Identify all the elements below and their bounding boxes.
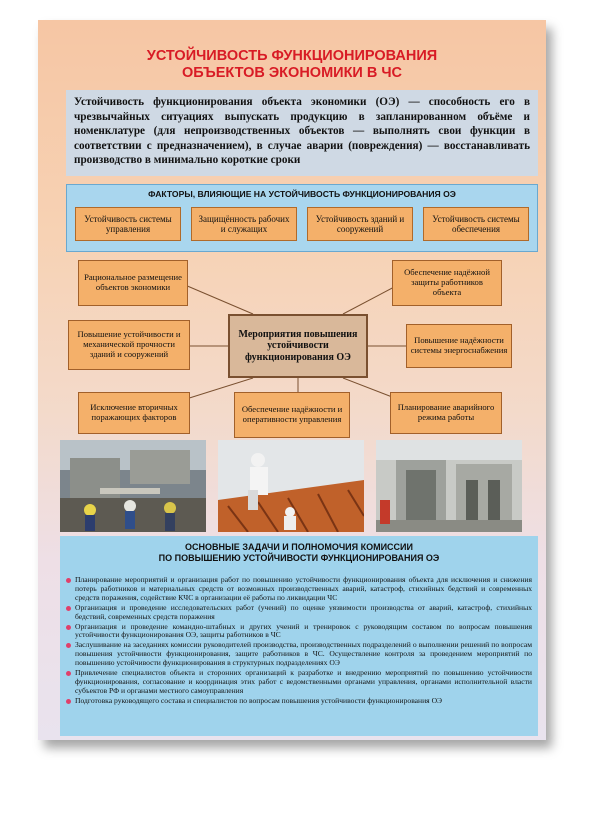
- bullet-icon: [66, 643, 71, 648]
- bullet-icon: [66, 671, 71, 676]
- photo-rooftop-rescue: [218, 440, 364, 532]
- bullet-icon: [66, 625, 71, 630]
- factor-box: Устойчивость системы обеспечения: [423, 207, 529, 241]
- tasks-list: [66, 576, 532, 707]
- poster: [38, 20, 546, 740]
- measure-box: Повышение надёжности системы энергоснабжения: [406, 324, 512, 368]
- definition-block: Устойчивость функционирования объекта экономики (ОЭ) — способность его в чрезвычайных ситуациях выпускать продукцию в запланированном объёме и номенклатуре (для непроизводственных объектов — выполнять свои функции в соответствии с предназначением), в случае аварии (повреждения) — восстанавливать производство в минимально короткие сроки: [66, 90, 538, 176]
- task-text: Организация и проведение исследовательских работ (учений) по оценке уязвимости производства от аварий, катастроф, стихийных бедствий, современных средств поражения: [75, 602, 532, 621]
- task-text: Заслушивание на заседаниях комиссии руководителей производства, производственных подразделений о выполнении решений по вопросам повышения устойчивости функционирования, защите работников в ЧС. Осуществление контроля за проведением мероприятий по повышению устойчивости функционирования в структурных подразделениях ОЭ: [75, 640, 532, 668]
- bullet-icon: [66, 606, 71, 611]
- factor-box: Устойчивость зданий и сооружений: [307, 207, 413, 241]
- bullet-icon: [66, 578, 71, 583]
- measures-center-box: Мероприятия повышения устойчивости функционирования ОЭ: [228, 314, 368, 378]
- rescue-photo-image: [60, 440, 206, 532]
- factor-box: Устойчивость системы управления: [75, 207, 181, 241]
- list-item: [66, 623, 532, 641]
- measures-diagram: [38, 250, 546, 440]
- photo-industrial-building: [376, 440, 522, 532]
- factors-panel: [66, 184, 538, 252]
- list-item: [66, 576, 532, 603]
- measure-box: Исключение вторичных поражающих факторов: [78, 392, 190, 434]
- rooftop-photo-image: [218, 440, 364, 532]
- tasks-heading-line-1: ОСНОВНЫЕ ЗАДАЧИ И ПОЛНОМОЧИЯ КОМИССИИ: [185, 542, 413, 552]
- measure-box: Рациональное размещение объектов экономики: [78, 260, 188, 306]
- list-item: [66, 641, 532, 668]
- building-photo-image: [376, 440, 522, 532]
- task-text: Подготовка руководящего состава и специалистов по вопросам повышения устойчивости функционирования ОЭ: [75, 695, 443, 705]
- measure-box: Повышение устойчивости и механической прочности зданий и сооружений: [68, 320, 190, 370]
- list-item: [66, 604, 532, 622]
- tasks-panel: [60, 536, 538, 736]
- measure-box: Планирование аварийного режима работы: [390, 392, 502, 434]
- task-text: Привлечение специалистов объекта и сторонних организаций к разработке и внедрению мероприятий по повышению устойчивости функционирования, согласование и координация этих работ с ведомственными органами управления, органами исполнительной власти субъектов РФ и органами местного самоуправления: [75, 668, 532, 695]
- measure-box: Обеспечение надёжности и оперативности управления: [234, 392, 350, 438]
- bullet-icon: [66, 699, 71, 704]
- poster-title: [38, 48, 546, 82]
- photo-rescue-workers: [60, 440, 206, 532]
- task-text: Планирование мероприятий и организация работ по повышению устойчивости функционирования объекта для исключения и снижения потерь работников и материальных средств от возможных производственных аварий, катастроф, стихийных бедствий и современных средств поражения, содействие КЧС в организации её работы по ликвидации ЧС: [75, 575, 532, 602]
- factor-box: Защищённость рабочих и служащих: [191, 207, 297, 241]
- list-item: [66, 697, 532, 706]
- title-line-1: УСТОЙЧИВОСТЬ ФУНКЦИОНИРОВАНИЯ: [146, 48, 438, 64]
- measure-box: Обеспечение надёжной защиты работников объекта: [392, 260, 502, 306]
- tasks-heading: [60, 542, 538, 564]
- title-line-2: ОБЪЕКТОВ ЭКОНОМИКИ В ЧС: [181, 65, 403, 81]
- task-text: Организация и проведение командно-штабных и других учений и тренировок с руководящим составом по вопросам повышения устойчивости функционирования ОЭ, защиты работников в ЧС: [75, 621, 532, 640]
- factors-heading: ФАКТОРЫ, ВЛИЯЮЩИЕ НА УСТОЙЧИВОСТЬ ФУНКЦИОНИРОВАНИЯ ОЭ: [148, 189, 456, 199]
- list-item: [66, 669, 532, 696]
- tasks-heading-line-2: ПО ПОВЫШЕНИЮ УСТОЙЧИВОСТИ ФУНКЦИОНИРОВАНИЯ ОЭ: [158, 553, 440, 563]
